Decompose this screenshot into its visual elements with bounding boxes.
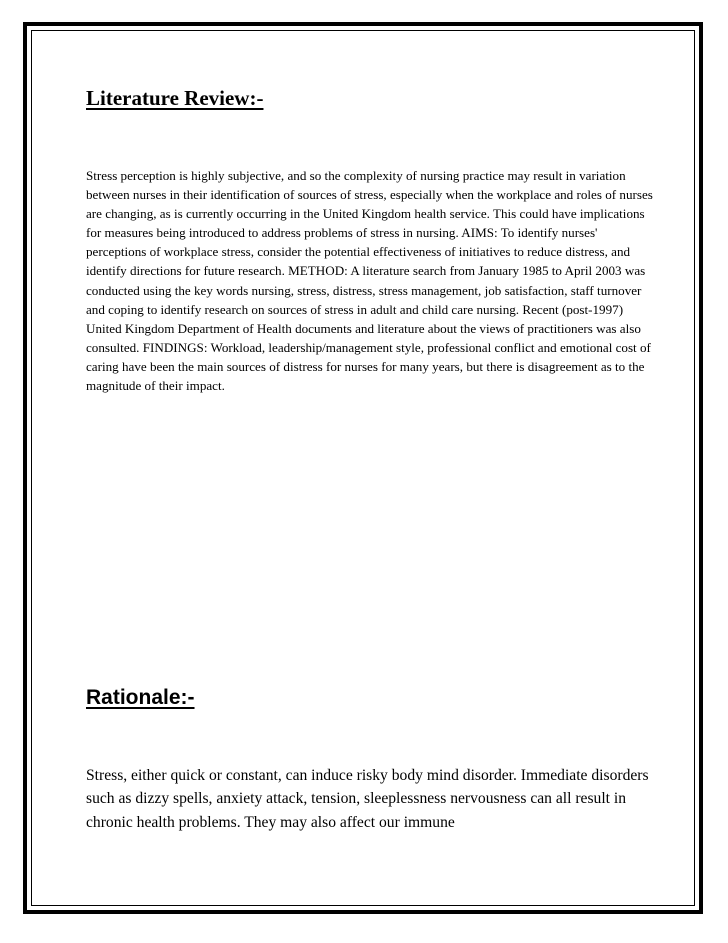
literature-review-heading: Literature Review:- [86, 86, 264, 110]
literature-review-paragraph: Stress perception is highly subjective, and so the complexity of nursing practice may result in variation between nurses in their identification of sources of stress, especially when the workplace and roles of nurses are changing, as is currently occurring in the United Kingdom health service. This could have implications for measures being introduced to address problems of stress in nursing. AIMS: To identify nurses' perceptions of workplace stress, consider the potential effectiveness of initiatives to reduce distress, and identify directions for future research. METHOD: A literature search from January 1985 to April 2003 was conducted using the key words nursing, stress, distress, stress management, job satisfaction, staff turnover and coping to identify research on sources of stress in adult and child care nursing. Recent (post-1997) United Kingdom Department of Health documents and literature about the views of practitioners was also consulted. FINDINGS: Workload, leadership/management style, professional conflict and emotional cost of caring have been the main sources of distress for nurses for many years, but there is disagreement as to the magnitude of their impact. [86, 168, 653, 394]
rationale-paragraph: Stress, either quick or constant, can induce risky body mind disorder. Immediate disorders such as dizzy spells, anxiety attack, tension, sleeplessness nervousness can all result in chronic health problems. They may also affect our immune [86, 767, 649, 831]
rationale-heading: Rationale:- [86, 686, 195, 709]
